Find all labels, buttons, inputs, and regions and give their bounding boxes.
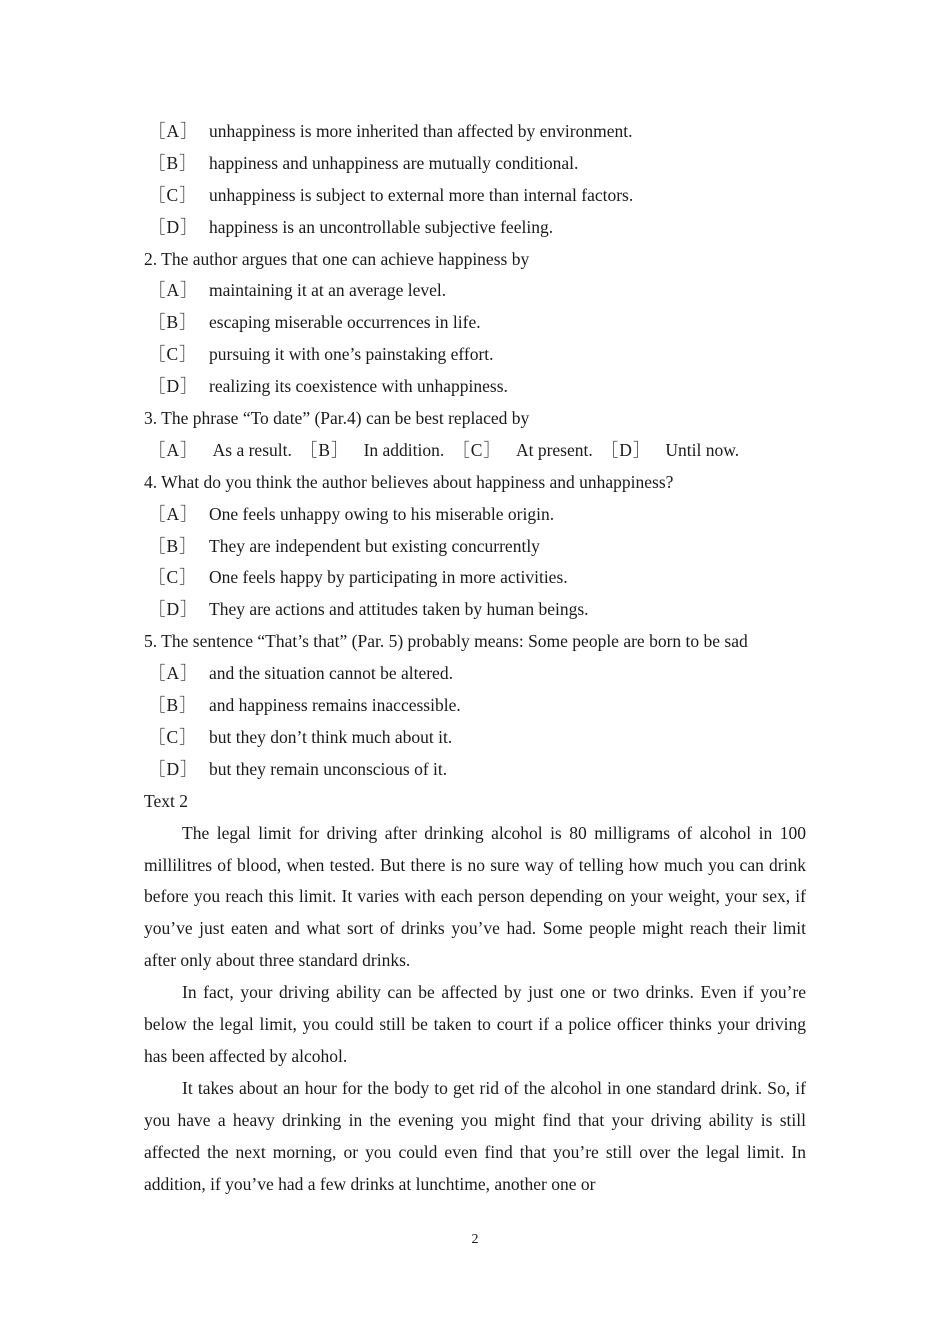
paragraph-2: In fact, your driving ability can be affected by just one or two drinks. Even if you’re below the legal limit, you could still be taken to court if a police officer thinks your driving has been affected by alcohol.: [144, 982, 806, 1066]
q1-option-b: ［B］ happiness and unhappiness are mutually conditional.: [148, 152, 579, 173]
q2-option-a: ［A］ maintaining it at an average level.: [148, 280, 447, 301]
q5-option-a: ［A］ and the situation cannot be altered.: [148, 663, 453, 684]
q3-option-d-text: Until now.: [665, 439, 740, 460]
q5-option-b: ［B］ and happiness remains inaccessible.: [148, 695, 461, 716]
q4-stem: 4. What do you think the author believes about happiness and unhappiness?: [144, 471, 674, 492]
document-page: [144, 116, 806, 1200]
q5-stem: 5. The sentence “That’s that” (Par. 5) probably means: Some people are born to be sad: [144, 631, 748, 652]
q3-option-a-label: ［A］: [148, 439, 199, 460]
q2-option-d: ［D］ realizing its coexistence with unhappiness.: [148, 376, 508, 397]
page-number: 2: [471, 1232, 479, 1247]
q1-option-d: ［D］ happiness is an uncontrollable subjective feeling.: [148, 216, 554, 237]
q3-option-b-text: In addition.: [363, 439, 445, 460]
q3-stem: 3. The phrase “To date” (Par.4) can be best replaced by: [144, 408, 530, 429]
q2-option-b: ［B］ escaping miserable occurrences in life.: [148, 312, 481, 333]
paragraph-1: The legal limit for driving after drinking alcohol is 80 milligrams of alcohol in 100 millilitres of blood, when tested. But there is no sure way of telling how much you can drink before you reach this limit. It varies with each person depending on your weight, your sex, if you’ve just eaten and what sort of drinks you’ve had. Some people might reach their limit after only about three standard drinks.: [144, 822, 806, 971]
q1-option-a: ［A］ unhappiness is more inherited than affected by environment.: [148, 121, 633, 141]
q4-option-a: ［A］ One feels unhappy owing to his miserable origin.: [148, 503, 555, 524]
q5-option-d: ［D］ but they remain unconscious of it.: [148, 758, 448, 779]
q3-option-d-label: ［D］: [600, 439, 652, 460]
q4-option-c: ［C］ One feels happy by participating in more activities.: [148, 567, 568, 588]
section-title: Text 2: [144, 790, 188, 811]
q4-option-d: ［D］ They are actions and attitudes taken by human beings.: [148, 599, 589, 620]
q4-option-b: ［B］ They are independent but existing concurrently: [148, 535, 540, 556]
q3-option-a-text: As a result.: [212, 439, 292, 460]
paragraph-3: It takes about an hour for the body to get rid of the alcohol in one standard drink. So, if you have a heavy drinking in the evening you might find that your driving ability is still affected the next morning, or you could even find that you’re still over the legal limit. In addition, if you’ve had a few drinks at lunchtime, another one or: [144, 1077, 806, 1194]
q1-option-c: ［C］ unhappiness is subject to external more than internal factors.: [148, 184, 634, 205]
q3-option-b-label: ［B］: [299, 439, 350, 460]
q5-option-c: ［C］ but they don’t think much about it.: [148, 726, 453, 747]
q3-option-c-text: At present.: [515, 439, 593, 460]
q2-stem: 2. The author argues that one can achieve happiness by: [144, 248, 530, 269]
q3-options: [144, 435, 806, 467]
q3-option-c-label: ［C］: [452, 439, 502, 460]
q2-option-c: ［C］ pursuing it with one’s painstaking effort.: [148, 344, 494, 365]
